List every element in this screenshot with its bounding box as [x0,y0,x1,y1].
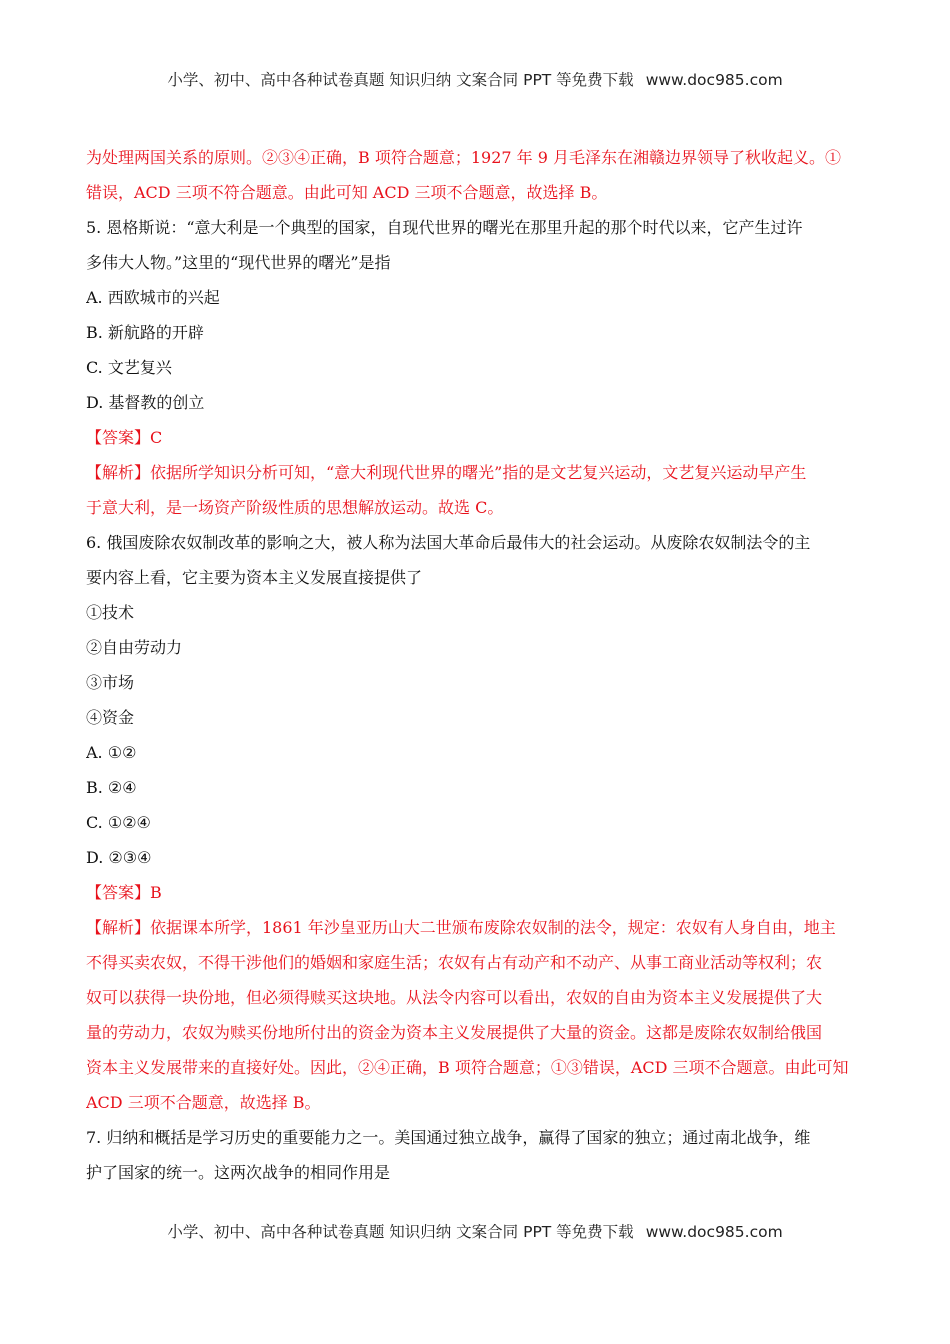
prev-analysis-line: 错误，ACD 三项不符合题意。由此可知 ACD 三项不合题意，故选择 B。 [86,183,608,202]
q6-item: ②自由劳动力 [86,638,183,657]
q5-analysis-line: 【解析】依据所学知识分析可知，“意大利现代世界的曙光”指的是文艺复兴运动，文艺复兴运动早产生 [86,463,807,482]
q5-stem-line: 多伟大人物。”这里的“现代世界的曙光”是指 [86,253,391,272]
q7-stem-line: 7. 归纳和概括是学习历史的重要能力之一。美国通过独立战争，赢得了国家的独立；通过南北战争，维 [86,1128,811,1147]
q5-option-d: D. 基督教的创立 [86,393,205,412]
q6-option-a: A. ①② [86,743,137,762]
page-header [0,68,950,90]
q6-analysis-line: 【解析】依据课本所学，1861 年沙皇亚历山大二世颁布废除农奴制的法令，规定：农奴有人身自由，地主 [86,918,836,937]
footer-text: 小学、初中、高中各种试卷真题 知识归纳 文案合同 PPT 等免费下载 [167,1223,634,1241]
q6-analysis-line: 资本主义发展带来的直接好处。因此，②④正确，B 项符合题意；①③错误，ACD 三项不合题意。由此可知 [86,1058,849,1077]
q6-option-c: C. ①②④ [86,813,151,832]
q5-option-c: C. 文艺复兴 [86,358,172,377]
q6-answer: 【答案】B [86,883,162,902]
q5-option-b: B. 新航路的开辟 [86,323,204,342]
q6-option-d: D. ②③④ [86,848,152,867]
q7-stem-line: 护了国家的统一。这两次战争的相同作用是 [86,1163,391,1182]
q6-item: ④资金 [86,708,135,727]
q5-answer: 【答案】C [86,428,163,447]
q5-stem-line: 5. 恩格斯说：“意大利是一个典型的国家，自现代世界的曙光在那里升起的那个时代以来，它产生过许 [86,218,803,237]
q5-analysis-line: 于意大利，是一场资产阶级性质的思想解放运动。故选 C。 [86,498,504,517]
document-body [86,140,866,1190]
header-site[interactable]: www.doc985.com [645,71,783,89]
q6-stem-line: 要内容上看，它主要为资本主义发展直接提供了 [86,568,423,587]
q6-item: ③市场 [86,673,135,692]
q6-analysis-line: 不得买卖农奴，不得干涉他们的婚姻和家庭生活；农奴有占有动产和不动产、从事工商业活动等权利；农 [86,953,823,972]
q6-analysis-line: 奴可以获得一块份地，但必须得赎买这块地。从法令内容可以看出，农奴的自由为资本主义发展提供了大 [86,988,823,1007]
header-text: 小学、初中、高中各种试卷真题 知识归纳 文案合同 PPT 等免费下载 [167,71,634,89]
page-footer [0,1220,950,1242]
footer-site[interactable]: www.doc985.com [645,1223,783,1241]
q6-item: ①技术 [86,603,135,622]
q6-stem-line: 6. 俄国废除农奴制改革的影响之大，被人称为法国大革命后最伟大的社会运动。从废除农奴制法令的主 [86,533,811,552]
q5-option-a: A. 西欧城市的兴起 [86,288,220,307]
prev-analysis-line: 为处理两国关系的原则。②③④正确，B 项符合题意；1927 年 9 月毛泽东在湘赣边界领导了秋收起义。① [86,148,842,167]
q6-option-b: B. ②④ [86,778,137,797]
q6-analysis-line: ACD 三项不合题意，故选择 B。 [86,1093,321,1112]
q6-analysis-line: 量的劳动力，农奴为赎买份地所付出的资金为资本主义发展提供了大量的资金。这都是废除农奴制给俄国 [86,1023,823,1042]
